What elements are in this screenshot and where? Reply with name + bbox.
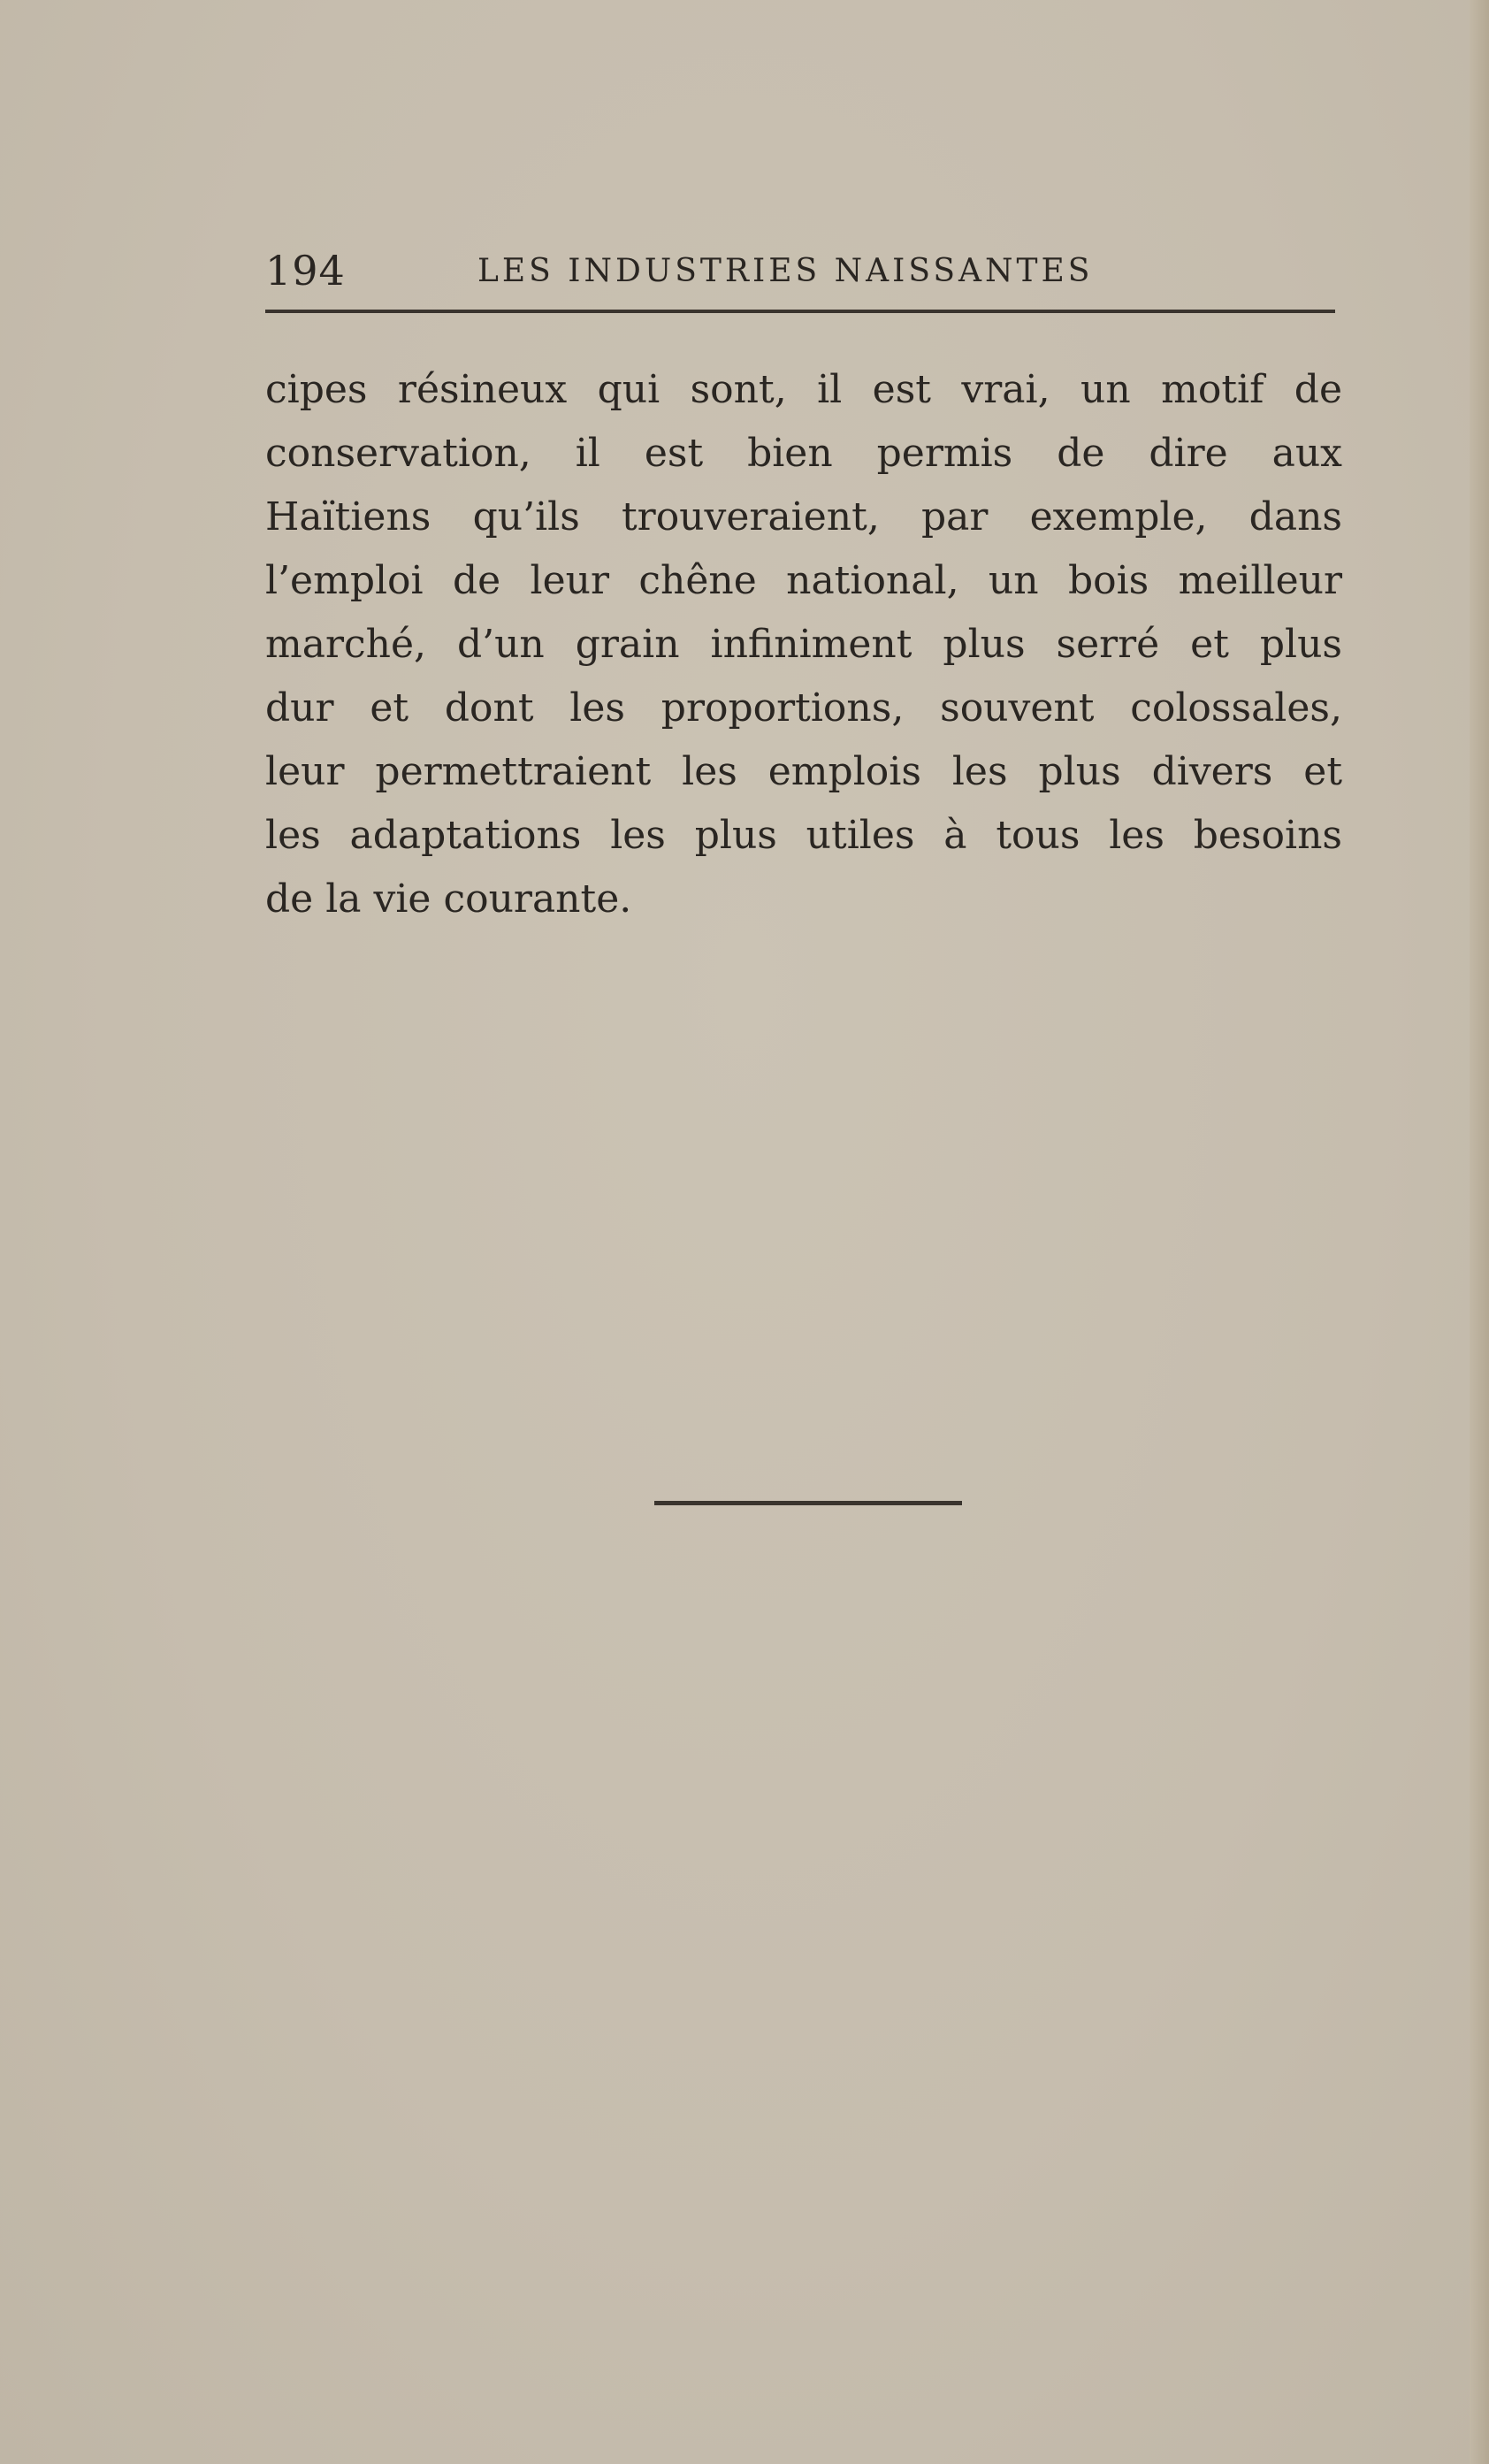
page-edge-shadow	[1470, 0, 1489, 2464]
page-number: 194	[265, 247, 346, 295]
chapter-end-rule	[654, 1501, 962, 1505]
text-line: Haïtiens qu’ils trouveraient, par exemple, dans	[265, 494, 1342, 539]
running-header	[265, 246, 1335, 295]
text-line: l’emploi de leur chêne national, un bois meilleur	[265, 558, 1342, 603]
running-title: LES INDUSTRIES NAISSANTES	[477, 253, 1094, 289]
text-line: les adaptations les plus utiles à tous les besoins	[265, 813, 1342, 858]
text-line: conservation, il est bien permis de dire aux	[265, 431, 1342, 476]
text-line: de la vie courante.	[265, 876, 632, 922]
body-text	[265, 358, 1342, 931]
text-line: marché, d’un grain infiniment plus serré et plus	[265, 622, 1342, 667]
text-line: cipes résineux qui sont, il est vrai, un motif de	[265, 367, 1342, 412]
header-rule	[265, 310, 1335, 313]
text-line: leur permettraient les emplois les plus divers et	[265, 749, 1342, 794]
text-line: dur et dont les proportions, souvent colossales,	[265, 685, 1342, 731]
